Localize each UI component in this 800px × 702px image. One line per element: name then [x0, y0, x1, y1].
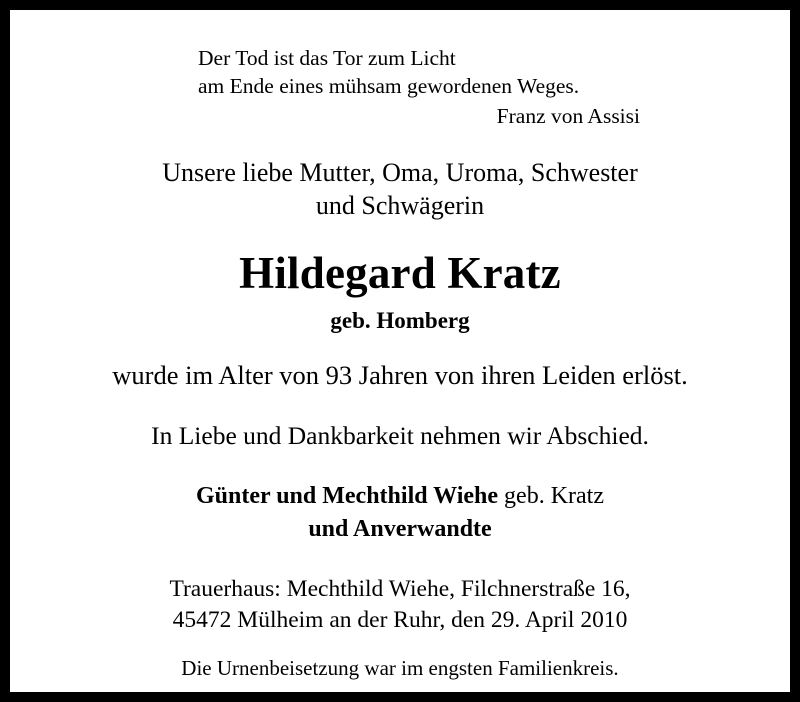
quote-author: Franz von Assisi [496, 103, 640, 128]
survivors-names: Günter und Mechthild Wiehe [195, 483, 499, 510]
mourning-house-address [38, 574, 762, 636]
survivors-maiden-name: geb. Kratz [498, 483, 604, 510]
farewell-statement: In Liebe und Dankbarkeit nehmen wir Abschied. [151, 421, 649, 451]
epitaph-quote [198, 44, 762, 130]
address-line-2: 45472 Mülheim an der Ruhr, den 29. April 2010 [172, 606, 628, 633]
age-statement: wurde im Alter von 93 Jahren von ihren Leiden erlöst. [112, 360, 688, 391]
intro-line-1: Unsere liebe Mutter, Oma, Uroma, Schwester [162, 158, 638, 188]
obituary-inner-panel [10, 10, 790, 692]
burial-note: Die Urnenbeisetzung war im engsten Familienkreis. [181, 655, 619, 680]
deceased-maiden-name: geb. Homberg [330, 308, 470, 334]
quote-line-2: am Ende eines mühsam gewordenen Weges. [198, 74, 580, 99]
survivors-relatives: und Anverwandte [308, 516, 492, 543]
address-line-1: Trauerhaus: Mechthild Wiehe, Filchnerstraße 16, [169, 575, 631, 602]
deceased-name: Hildegard Kratz [239, 247, 561, 298]
relationship-intro [38, 156, 762, 223]
quote-line-1: Der Tod ist das Tor zum Licht [198, 46, 456, 70]
survivors-block [38, 481, 762, 545]
intro-line-2: und Schwägerin [315, 191, 485, 221]
